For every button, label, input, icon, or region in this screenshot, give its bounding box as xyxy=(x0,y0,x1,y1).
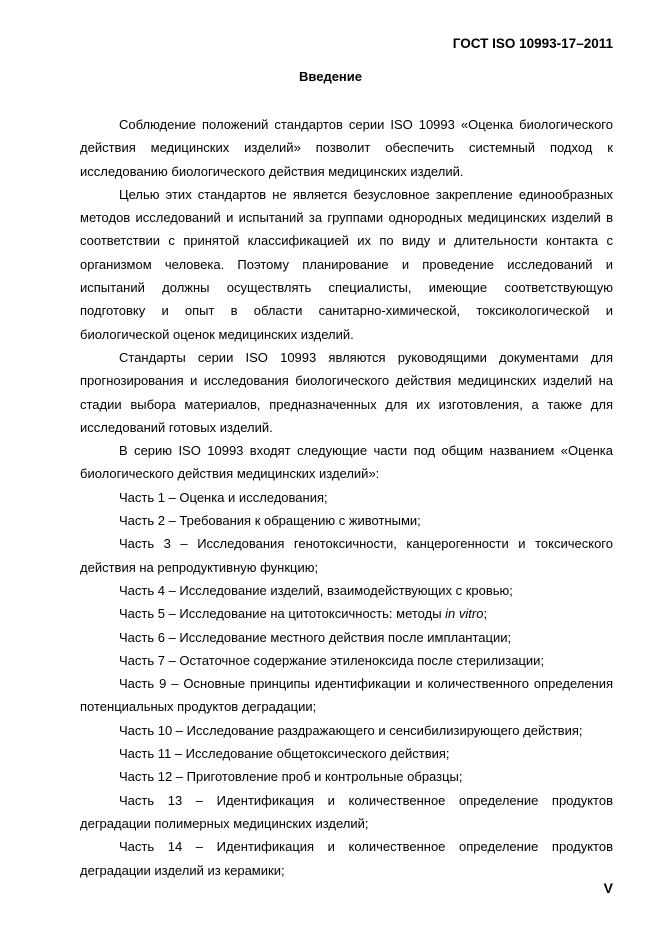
paragraph: Соблюдение положений стандартов серии ISO 10993 «Оценка биологического действия медицинских изделий» позволит обеспечить системный подход к исследованию биологического действия медицинских изделий. xyxy=(80,117,613,179)
section-title: Введение xyxy=(299,69,362,84)
document-body xyxy=(80,113,613,882)
page-number: V xyxy=(603,880,613,896)
list-item: Часть 1 – Оценка и исследования; xyxy=(119,489,328,505)
list-item: Часть 14 – Идентификация и количественное определение продуктов деградации изделий из керамики; xyxy=(80,839,613,878)
list-item: Часть 2 – Требования к обращению с животными; xyxy=(119,513,421,529)
list-item-italic-term: in vitro xyxy=(445,606,484,622)
list-item-text-end: ; xyxy=(483,606,488,622)
list-item: Часть 3 – Исследования генотоксичности, канцерогенности и токсического действия на репродуктивную функцию; xyxy=(80,536,613,575)
paragraph: Стандарты серии ISO 10993 являются руководящими документами для прогнозирования и исследования биологического действия медицинских изделий на стадии выбора материалов, предназначенных для их изготовления, а также для исследований готовых изделий. xyxy=(80,349,613,435)
list-item-text: Часть 5 – Исследование на цитотоксичность: методы xyxy=(119,606,446,622)
document-header-id: ГОСТ ISO 10993-17–2011 xyxy=(452,36,613,51)
paragraph: Целью этих стандартов не является безусловное закрепление единообразных методов исследований и испытаний за группами однородных медицинских изделий в соответствии с принятой классификацией их по виду и длительности контакта с организмом человека. Поэтому планирование и проведение исследований и испытаний должны осуществлять специалисты, имеющие соответствующую подготовку и опыт в области санитарно-химической, токсикологической и биологической оценок медицинских изделий. xyxy=(80,186,613,342)
paragraph: В серию ISO 10993 входят следующие части под общим названием «Оценка биологического действия медицинских изделий»: xyxy=(80,443,613,482)
list-item: Часть 13 – Идентификация и количественное определение продуктов деградации полимерных медицинских изделий; xyxy=(80,792,613,831)
list-item: Часть 6 – Исследование местного действия после имплантации; xyxy=(119,629,512,645)
list-item: Часть 12 – Приготовление проб и контрольные образцы; xyxy=(119,769,463,785)
list-item xyxy=(80,602,613,625)
list-item: Часть 7 – Остаточное содержание этиленоксида после стерилизации; xyxy=(119,652,545,668)
list-item: Часть 10 – Исследование раздражающего и сенсибилизирующего действия; xyxy=(119,722,583,738)
list-item: Часть 11 – Исследование общетоксического действия; xyxy=(119,746,450,762)
list-item: Часть 9 – Основные принципы идентификации и количественного определения потенциальных продуктов деградации; xyxy=(80,676,613,715)
list-item: Часть 4 – Исследование изделий, взаимодействующих с кровью; xyxy=(119,582,513,598)
